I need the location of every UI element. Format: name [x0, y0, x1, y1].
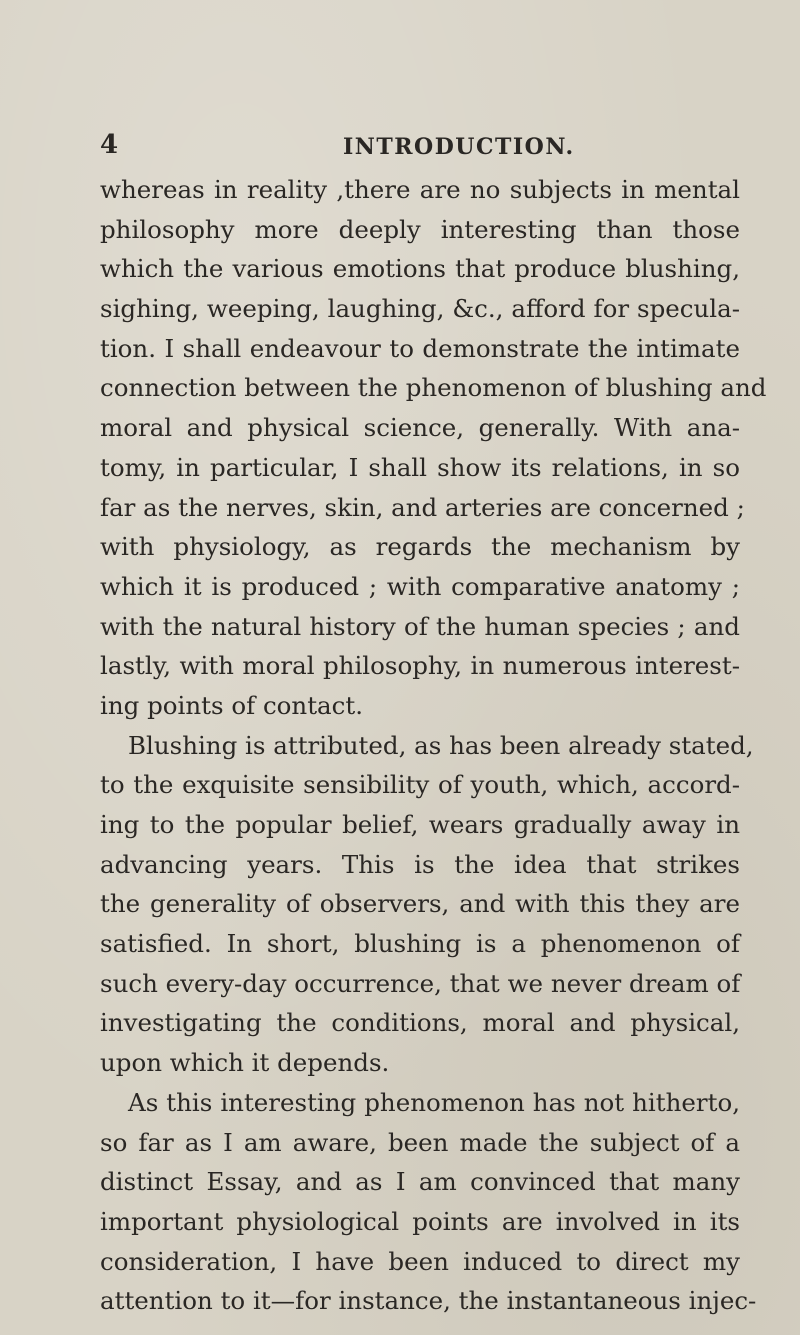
text-line: distinct Essay, and as I am convinced that many: [100, 1167, 740, 1197]
page-header: [100, 130, 740, 170]
text-line: with physiology, as regards the mechanism by: [100, 532, 740, 562]
text-line: which the various emotions that produce blushing,: [100, 254, 740, 284]
text-line: consideration, I have been induced to direct my: [100, 1246, 740, 1276]
text-line: such every-day occurrence, that we never dream of: [100, 968, 741, 998]
text-line: tomy, in particular, I shall show its relations, in so: [100, 452, 740, 482]
page-number: 4: [100, 130, 119, 160]
paragraph-end-line: upon which it depends.: [100, 1048, 390, 1078]
text-line: sighing, weeping, laughing, &c., afford for specula-: [100, 294, 740, 324]
text-line: attention to it—for instance, the instantaneous injec-: [100, 1286, 757, 1316]
text-line: advancing years. This is the idea that strikes: [100, 849, 740, 879]
text-line: so far as I am aware, been made the subject of a: [100, 1127, 740, 1157]
paragraph-start-line: Blushing is attributed, as has been already stated,: [128, 730, 754, 760]
text-line: with the natural history of the human species ; and: [100, 611, 740, 641]
running-head: INTRODUCTION.: [343, 134, 575, 160]
text-line: ing to the popular belief, wears gradually away in: [100, 810, 740, 839]
paragraph-start-line: As this interesting phenomenon has not hitherto,: [128, 1087, 740, 1117]
text-line: connection between the phenomenon of blushing and: [100, 373, 767, 403]
text-line: tion. I shall endeavour to demonstrate the intimate: [100, 333, 740, 363]
text-line: moral and physical science, generally. With ana-: [100, 413, 740, 443]
body-text: [100, 170, 767, 1321]
text-line: philosophy more deeply interesting than those: [100, 214, 740, 244]
paragraph-end-line: ing points of contact.: [100, 690, 364, 720]
text-line: the generality of observers, and with this they are: [100, 889, 740, 919]
text-line: far as the nerves, skin, and arteries are concerned ;: [100, 492, 745, 522]
text-line: satisfied. In short, blushing is a phenomenon of: [100, 929, 740, 959]
text-line: investigating the conditions, moral and physical,: [100, 1008, 740, 1038]
text-line: which it is produced ; with comparative anatomy ;: [100, 571, 740, 601]
text-line: to the exquisite sensibility of youth, which, accord-: [100, 770, 740, 800]
text-line: important physiological points are involved in its: [100, 1206, 740, 1236]
text-line: whereas in reality ,there are no subjects in mental: [100, 175, 740, 204]
text-line: lastly, with moral philosophy, in numerous interest-: [100, 651, 740, 681]
